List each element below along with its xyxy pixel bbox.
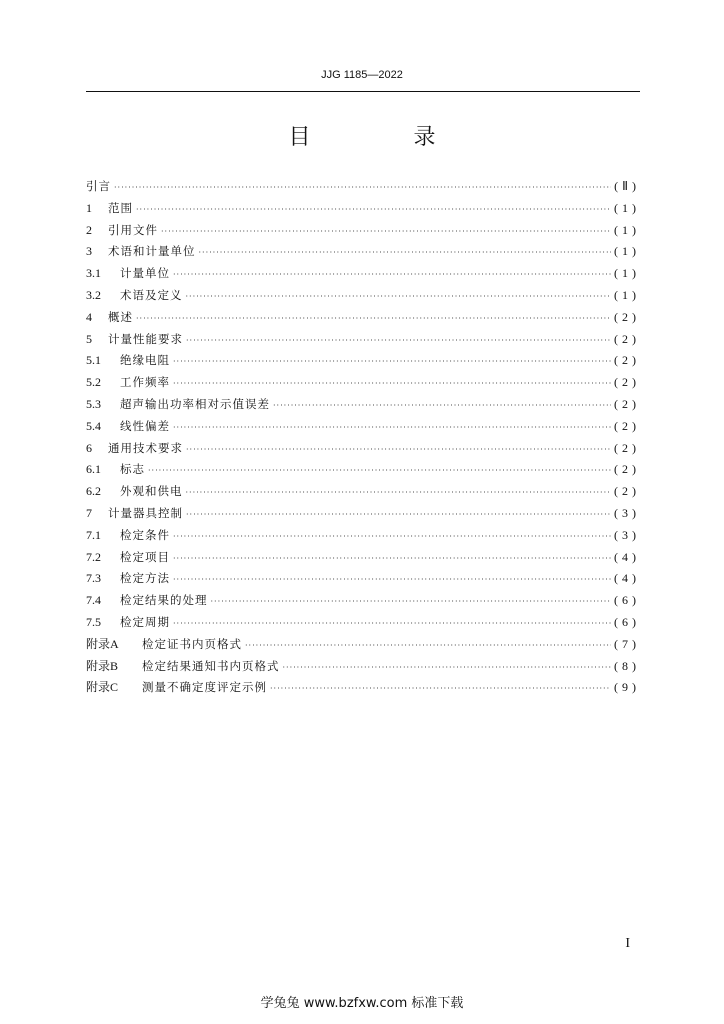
- toc-entry-page: (8): [614, 658, 640, 673]
- toc-entry: [86, 547, 640, 569]
- dot-leader: [173, 613, 611, 635]
- toc-entry-number: 附录A: [86, 636, 119, 651]
- dot-leader: [186, 439, 611, 461]
- toc-entry-number: 4: [86, 309, 92, 324]
- toc-entry: [86, 612, 640, 634]
- toc-entry: [86, 220, 640, 242]
- toc-entry-number: 7.4: [86, 593, 101, 608]
- toc-entry: [86, 285, 640, 307]
- toc-entry-page: (2): [614, 353, 640, 368]
- toc-entry-number: 6: [86, 440, 92, 455]
- toc-entry-label: 检定结果通知书内页格式: [142, 658, 280, 673]
- toc-entry-label: 工作频率: [120, 375, 170, 390]
- toc-entry-label: 超声输出功率相对示值误差: [120, 396, 270, 411]
- toc-entry-page: (4): [614, 571, 640, 586]
- document-code-header: JJG 1185—2022: [321, 69, 403, 81]
- toc-entry-page: (2): [614, 396, 640, 411]
- toc-entry-label: 计量器具控制: [108, 505, 183, 520]
- dot-leader: [114, 177, 611, 199]
- toc-entry-page: (1): [614, 266, 640, 281]
- toc-entry: [86, 198, 640, 220]
- dot-leader: [186, 286, 612, 308]
- toc-entry-number: 6.1: [86, 462, 101, 477]
- toc-entry-number: 7: [86, 505, 92, 520]
- dot-leader: [173, 526, 611, 548]
- toc-entry-page: (4): [614, 549, 640, 564]
- watermark-footer: 学兔兔 www.bzfxw.com 标准下载: [260, 996, 464, 1011]
- toc-entry-label: 术语和计量单位: [108, 244, 196, 259]
- dot-leader: [173, 373, 611, 395]
- toc-entry: [86, 634, 640, 656]
- toc-entry: [86, 394, 640, 416]
- toc-entry-number: 5.1: [86, 353, 101, 368]
- toc-entry: [86, 350, 640, 372]
- page-title: 目 录: [288, 125, 484, 150]
- toc-entry-label: 引言: [86, 179, 111, 193]
- dot-leader: [173, 569, 611, 591]
- toc-entry: [86, 416, 640, 438]
- dot-leader: [136, 308, 611, 330]
- toc-entry-page: (6): [614, 593, 640, 608]
- toc-entry: [86, 438, 640, 460]
- dot-leader: [136, 199, 611, 221]
- toc-entry: [86, 372, 640, 394]
- toc-entry-page: (2): [614, 331, 640, 346]
- dot-leader: [270, 678, 611, 700]
- toc-entry-page: (2): [614, 462, 640, 477]
- toc-entry: [86, 329, 640, 351]
- toc-entry-number: 3: [86, 244, 92, 259]
- toc-entry-label: 术语及定义: [120, 287, 183, 302]
- toc-entry-page: (3): [614, 527, 640, 542]
- toc-entry-label: 计量性能要求: [108, 331, 183, 346]
- toc-entry-number: 5.2: [86, 375, 101, 390]
- toc-entry-label: 线性偏差: [120, 418, 170, 433]
- dot-leader: [173, 417, 611, 439]
- toc-entry-page: (2): [614, 484, 640, 499]
- toc-entry: [86, 568, 640, 590]
- toc-entry-label: 引用文件: [108, 222, 158, 237]
- toc-entry-label: 标志: [120, 462, 145, 477]
- toc-entry-page: (2): [614, 418, 640, 433]
- toc-entry-number: 3.2: [86, 287, 101, 302]
- toc-entry-label: 检定周期: [120, 614, 170, 629]
- toc-entry-number: 7.5: [86, 614, 101, 629]
- dot-leader: [173, 351, 611, 373]
- toc-entry-number: 5.3: [86, 396, 101, 411]
- toc-entry: [86, 590, 640, 612]
- toc-entry-page: (2): [614, 309, 640, 324]
- dot-leader: [211, 591, 612, 613]
- toc-entry: [86, 307, 640, 329]
- toc-entry-number: 5: [86, 331, 92, 346]
- header-rule: [86, 91, 640, 92]
- dot-leader: [199, 242, 612, 264]
- toc-entry-number: 3.1: [86, 266, 101, 281]
- toc-entry-number: 7.1: [86, 527, 101, 542]
- toc-entry-label: 计量单位: [120, 266, 170, 281]
- dot-leader: [245, 635, 611, 657]
- toc-entry: [86, 677, 640, 699]
- toc-entry-number: 6.2: [86, 484, 101, 499]
- toc-entry-label: 检定条件: [120, 527, 170, 542]
- toc-entry-label: 检定证书内页格式: [142, 636, 242, 651]
- table-of-contents: [86, 176, 640, 699]
- toc-entry: [86, 656, 640, 678]
- page-number: I: [625, 936, 630, 951]
- dot-leader: [283, 657, 612, 679]
- toc-entry-label: 检定项目: [120, 549, 170, 564]
- toc-entry-label: 测量不确定度评定示例: [142, 680, 267, 695]
- dot-leader: [173, 264, 611, 286]
- toc-entry: [86, 241, 640, 263]
- toc-entry-page: (2): [614, 440, 640, 455]
- toc-entry: [86, 176, 640, 198]
- toc-entry-number: 1: [86, 200, 92, 215]
- toc-entry-number: 7.3: [86, 571, 101, 586]
- toc-entry-page: (9): [614, 680, 640, 695]
- toc-entry-label: 检定方法: [120, 571, 170, 586]
- toc-entry-page: (6): [614, 614, 640, 629]
- toc-entry-number: 2: [86, 222, 92, 237]
- toc-entry-page: (Ⅱ): [614, 179, 640, 193]
- toc-entry: [86, 459, 640, 481]
- toc-entry-page: (1): [614, 222, 640, 237]
- toc-entry: [86, 481, 640, 503]
- toc-entry-number: 7.2: [86, 549, 101, 564]
- toc-entry-page: (1): [614, 244, 640, 259]
- toc-entry: [86, 525, 640, 547]
- toc-entry: [86, 503, 640, 525]
- toc-entry-label: 外观和供电: [120, 484, 183, 499]
- dot-leader: [186, 482, 612, 504]
- toc-entry-number: 5.4: [86, 418, 101, 433]
- toc-entry: [86, 263, 640, 285]
- toc-entry-label: 范围: [108, 200, 133, 215]
- toc-entry-page: (1): [614, 200, 640, 215]
- toc-entry-number: 附录C: [86, 680, 119, 695]
- toc-entry-page: (3): [614, 505, 640, 520]
- dot-leader: [273, 395, 611, 417]
- dot-leader: [186, 330, 611, 352]
- toc-entry-label: 绝缘电阻: [120, 353, 170, 368]
- toc-entry-page: (2): [614, 375, 640, 390]
- toc-entry-number: 附录B: [86, 658, 119, 673]
- toc-entry-page: (7): [614, 636, 640, 651]
- dot-leader: [148, 460, 611, 482]
- toc-entry-page: (1): [614, 287, 640, 302]
- dot-leader: [186, 504, 611, 526]
- toc-entry-label: 概述: [108, 309, 133, 324]
- dot-leader: [173, 548, 611, 570]
- dot-leader: [161, 221, 611, 243]
- toc-entry-label: 通用技术要求: [108, 440, 183, 455]
- toc-entry-label: 检定结果的处理: [120, 593, 208, 608]
